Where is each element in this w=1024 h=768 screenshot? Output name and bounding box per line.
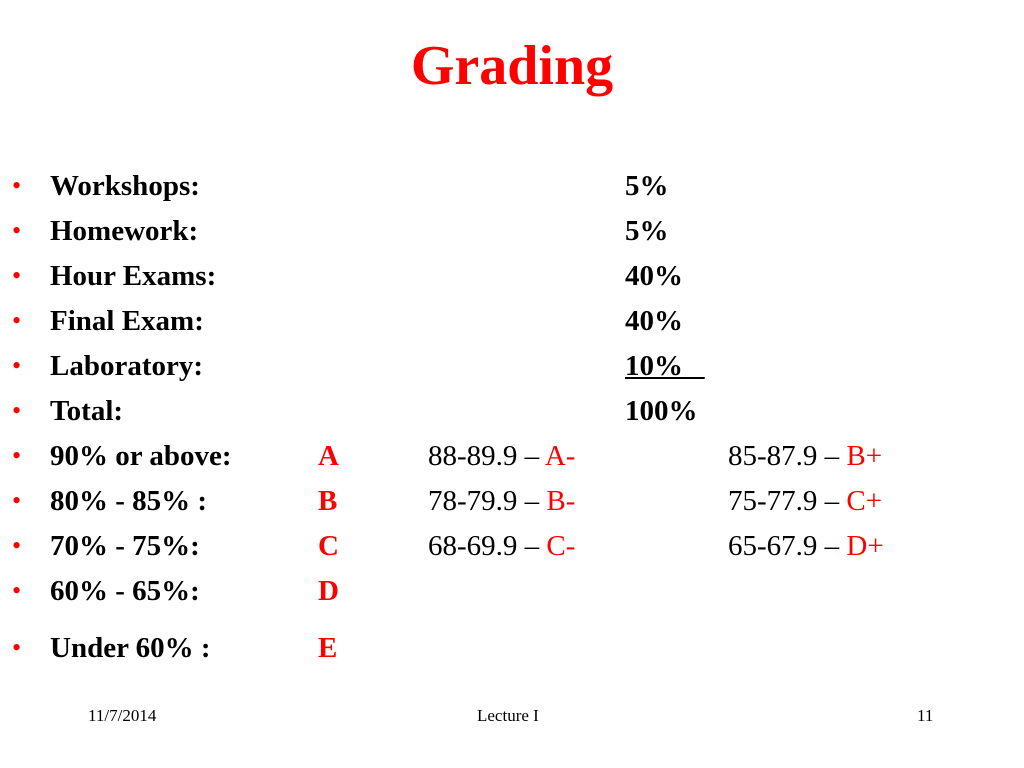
minus-cell xyxy=(428,526,575,566)
scale-grade: C xyxy=(318,530,339,562)
footer-center-text: Lecture I xyxy=(477,706,539,725)
plus-range: 75-77.9 – xyxy=(728,485,847,517)
scale-range: 90% or above: xyxy=(50,440,232,472)
slide-title: Grading xyxy=(410,35,614,97)
weight-row-laboratory xyxy=(0,346,1024,386)
plus-grade: D+ xyxy=(846,530,884,562)
bullet-icon: • xyxy=(12,576,22,605)
scale-range: Under 60% : xyxy=(50,632,211,664)
bullet-icon: • xyxy=(12,351,22,380)
weight-label: Workshops: xyxy=(50,170,200,202)
plus-cell xyxy=(728,526,884,566)
weight-value: 5% xyxy=(625,170,669,202)
weight-value: 40% xyxy=(625,260,683,292)
minus-range: 68-69.9 – xyxy=(428,530,547,562)
weight-row-final-exam xyxy=(0,301,1024,341)
bullet-icon: • xyxy=(12,306,22,335)
scale-row-a xyxy=(0,436,1024,476)
weight-label: Homework: xyxy=(50,215,199,247)
bullet-icon: • xyxy=(12,531,22,560)
bullet-icon: • xyxy=(12,633,22,662)
scale-range: 80% - 85% : xyxy=(50,485,208,517)
weight-label: Final Exam: xyxy=(50,305,204,337)
plus-cell xyxy=(728,481,882,521)
bullet-icon: • xyxy=(12,396,22,425)
plus-grade: C+ xyxy=(846,485,883,517)
weight-row-hour-exams xyxy=(0,256,1024,296)
footer-page-number: 11 xyxy=(917,706,934,725)
footer-date: 11/7/2014 xyxy=(88,706,157,725)
weight-value: 10% xyxy=(625,350,705,382)
plus-range: 65-67.9 – xyxy=(728,530,847,562)
weight-row-homework xyxy=(0,211,1024,251)
bullet-icon: • xyxy=(12,261,22,290)
weight-value: 100% xyxy=(625,395,698,427)
scale-grade: A xyxy=(318,440,339,472)
bullet-icon: • xyxy=(12,171,22,200)
weight-value: 5% xyxy=(625,215,669,247)
minus-range: 78-79.9 – xyxy=(428,485,547,517)
plus-range: 85-87.9 – xyxy=(728,440,847,472)
minus-grade: C- xyxy=(546,530,576,562)
scale-range: 60% - 65%: xyxy=(50,575,200,607)
weight-value: 40% xyxy=(625,305,683,337)
scale-grade: E xyxy=(318,632,338,664)
scale-grade: B xyxy=(318,485,338,517)
weight-label: Hour Exams: xyxy=(50,260,217,292)
bullet-icon: • xyxy=(12,486,22,515)
scale-row-e xyxy=(0,628,1024,668)
weight-row-total xyxy=(0,391,1024,431)
scale-range: 70% - 75%: xyxy=(50,530,200,562)
weight-row-workshops xyxy=(0,166,1024,206)
minus-cell xyxy=(428,436,575,476)
bullet-icon: • xyxy=(12,216,22,245)
scale-row-d xyxy=(0,571,1024,611)
minus-grade: A- xyxy=(544,440,576,472)
plus-grade: B+ xyxy=(846,440,883,472)
minus-range: 88-89.9 – xyxy=(428,440,545,472)
scale-grade: D xyxy=(318,575,339,607)
scale-row-b xyxy=(0,481,1024,521)
weight-label: Laboratory: xyxy=(50,350,204,382)
weight-label: Total: xyxy=(50,395,124,427)
scale-row-c xyxy=(0,526,1024,566)
minus-cell xyxy=(428,481,575,521)
bullet-icon: • xyxy=(12,441,22,470)
plus-cell xyxy=(728,436,882,476)
minus-grade: B- xyxy=(546,485,576,517)
